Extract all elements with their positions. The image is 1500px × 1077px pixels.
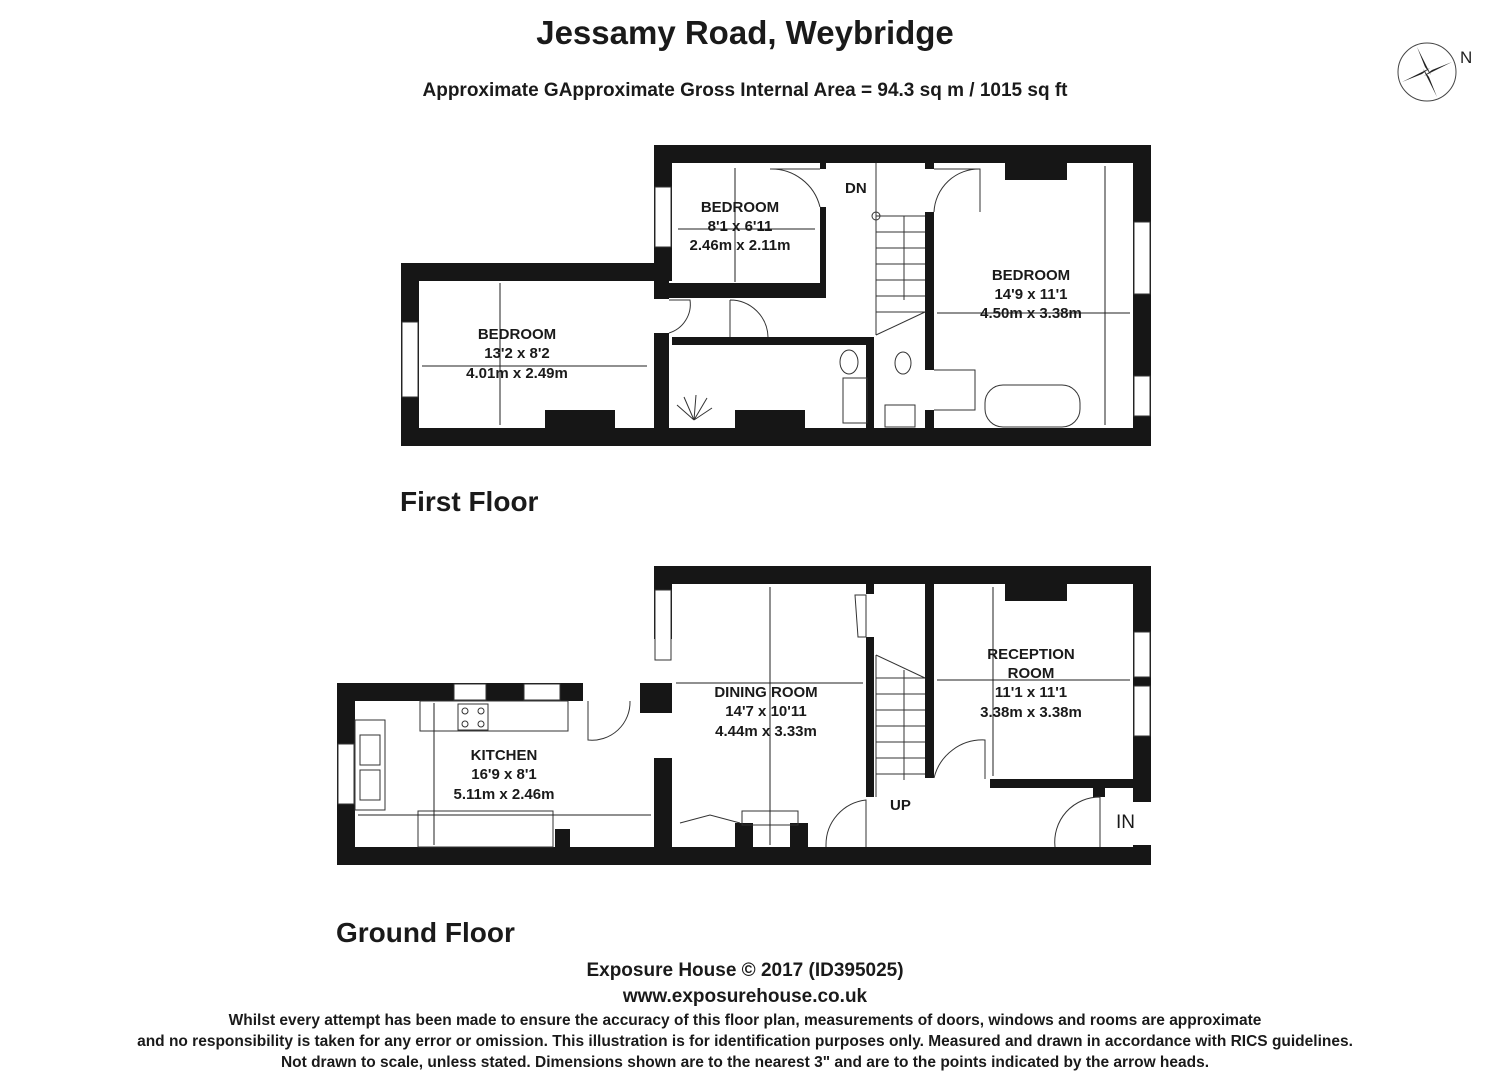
- ground-floor-label: Ground Floor: [336, 917, 515, 948]
- gross-area-text: Approximate GApproximate Gross Internal Area = 94.3 sq m / 1015 sq ft: [422, 80, 1068, 101]
- svg-text:4.01m x 2.49m: 4.01m x 2.49m: [466, 365, 568, 382]
- svg-text:4.50m x 3.38m: 4.50m x 3.38m: [980, 305, 1082, 322]
- svg-text:DN: DN: [845, 180, 867, 197]
- svg-text:2.46m x 2.11m: 2.46m x 2.11m: [689, 237, 791, 254]
- disclaimer-line-1: Whilst every attempt has been made to ensure the accuracy of this floor plan, measurements of doors, windows and rooms are approximate: [228, 1012, 1262, 1029]
- svg-text:RECEPTION: RECEPTION: [987, 646, 1075, 663]
- stairs-down-label: [845, 180, 867, 197]
- svg-text:3.38m x 3.38m: 3.38m x 3.38m: [980, 704, 1082, 721]
- room-bedroom-small: [690, 199, 791, 254]
- svg-text:KITCHEN: KITCHEN: [470, 747, 538, 764]
- svg-text:13'2 x 8'2: 13'2 x 8'2: [484, 345, 550, 362]
- svg-text:BEDROOM: BEDROOM: [700, 199, 780, 216]
- svg-text:5.11m x 2.46m: 5.11m x 2.46m: [453, 786, 555, 803]
- entrance-label: [1116, 812, 1135, 833]
- copyright-text: Exposure House © 2017 (ID395025): [586, 960, 904, 981]
- svg-text:ROOM: ROOM: [1007, 665, 1055, 682]
- svg-text:IN: IN: [1116, 812, 1135, 833]
- first-floor-label: First Floor: [400, 486, 539, 517]
- room-reception: [980, 646, 1082, 721]
- compass-icon: [1398, 43, 1456, 101]
- svg-text:4.44m x 3.33m: 4.44m x 3.33m: [715, 723, 817, 740]
- svg-text:DINING ROOM: DINING ROOM: [714, 684, 818, 701]
- room-bedroom-large: [980, 267, 1082, 322]
- svg-text:BEDROOM: BEDROOM: [477, 326, 557, 343]
- svg-text:14'9 x 11'1: 14'9 x 11'1: [994, 286, 1068, 303]
- website-link[interactable]: www.exposurehouse.co.uk: [622, 986, 868, 1007]
- room-kitchen: [454, 747, 555, 803]
- room-bedroom-rear: [466, 326, 568, 382]
- room-dining: [714, 684, 817, 740]
- north-label: N: [1460, 48, 1473, 67]
- disclaimer-line-3: Not drawn to scale, unless stated. Dimensions shown are to the nearest 3" and are to the points indicated by the arrow heads.: [280, 1054, 1210, 1071]
- page-title: Jessamy Road, Weybridge: [536, 14, 954, 51]
- disclaimer-line-2: and no responsibility is taken for any error or omission. This illustration is for identification purposes only. Measured and drawn in accordance with RICS guidelines.: [137, 1033, 1353, 1050]
- svg-text:16'9 x 8'1: 16'9 x 8'1: [471, 766, 537, 783]
- svg-text:14'7 x 10'11: 14'7 x 10'11: [725, 703, 807, 720]
- svg-text:11'1 x 11'1: 11'1 x 11'1: [994, 684, 1068, 701]
- svg-text:UP: UP: [890, 797, 911, 814]
- svg-text:8'1 x 6'11: 8'1 x 6'11: [707, 218, 773, 235]
- svg-text:BEDROOM: BEDROOM: [991, 267, 1071, 284]
- stairs-up-label: [890, 797, 911, 814]
